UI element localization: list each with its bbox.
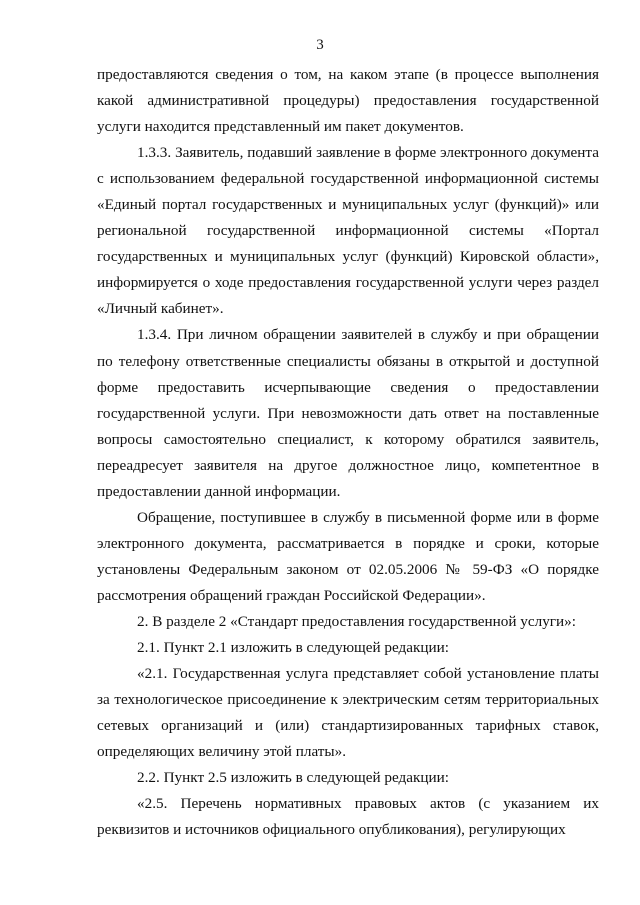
document-body (97, 62, 599, 843)
paragraph-2-2: 2.2. Пункт 2.5 изложить в следующей редакции: (137, 769, 450, 787)
paragraph-1-3-4: 1.3.4. При личном обращении заявителей в службу и при обращении по телефону ответственные специалисты обязаны в открытой и доступной форме предоставить исчерпывающие сведения о предоставлении государственной услуги. При невозможности дать ответ на поставленные вопросы самостоятельно специалист, к которому обратился заявитель, переадресует заявителя на другое должностное лицо, компетентное в предоставлении данной информации. (97, 326, 599, 500)
paragraph-section-2: 2. В разделе 2 «Стандарт предоставления государственной услуги»: (137, 612, 576, 630)
paragraph-continuation: предоставляются сведения о том, на каком этапе (в процессе выполнения какой административной процедуры) предоставления государственной услуги находится представленный им пакет документов. (97, 66, 599, 136)
paragraph-written-appeal: Обращение, поступившее в службу в письменной форме или в форме электронного документа, рассматривается в порядке и сроки, которые установлены Федеральным законом от 02.05.2006 № 59-ФЗ «О порядке рассмотрения обращений граждан Российской Федерации». (97, 508, 599, 604)
paragraph-2-1: 2.1. Пункт 2.1 изложить в следующей редакции: (137, 639, 450, 657)
paragraph-1-3-3: 1.3.3. Заявитель, подавший заявление в форме электронного документа с использованием федеральной государственной информационной системы «Единый портал государственных и муниципальных услуг (функций)» или региональной государственной информационной системы «Портал государственных и муниципальных услуг (функций) Кировской области», информируется о ходе предоставления государственной услуги через раздел «Личный кабинет». (97, 144, 599, 318)
paragraph-2-5-text: «2.5. Перечень нормативных правовых актов (с указанием их реквизитов и источников официального опубликования), регулирующих (97, 795, 599, 839)
paragraph-2-1-text: «2.1. Государственная услуга представляет собой установление платы за технологическое присоединение к электрическим сетям территориальных сетевых организаций и (или) стандартизированных тарифных ставок, определяющих величину этой платы». (97, 665, 599, 761)
page-number: 3 (316, 37, 324, 53)
